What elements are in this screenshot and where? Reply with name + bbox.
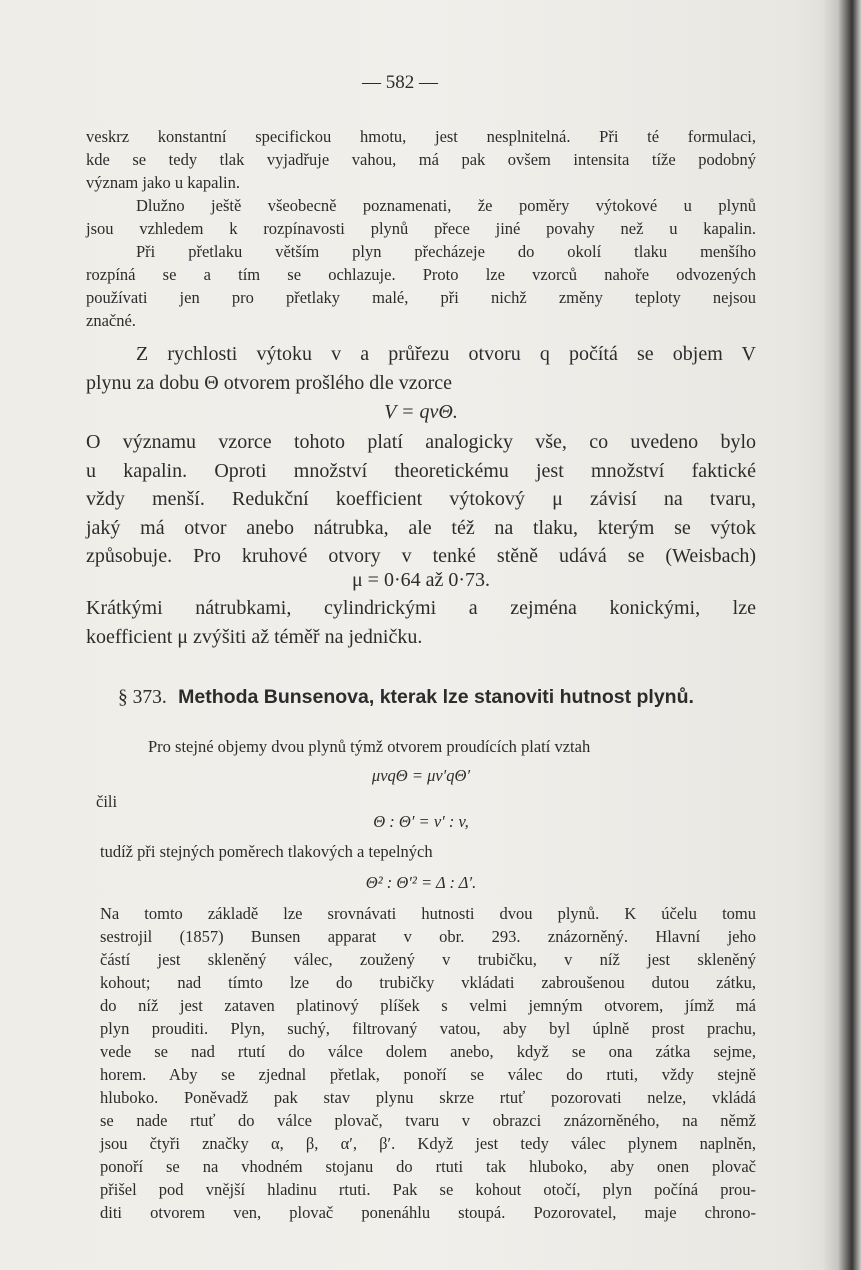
formula-volume: V = qvΘ. bbox=[384, 401, 458, 423]
formula-density-ratio: Θ² : Θ′² = Δ : Δ′. bbox=[365, 873, 477, 892]
text-line: kohout; nad tímto lze do trubičky vkládati zabroušenou dutou zátku, bbox=[100, 973, 756, 992]
text-line: koefficient μ zvýšiti až téměř na jedničku. bbox=[86, 625, 423, 648]
text-line: způsobuje. Pro kruhové otvory v tenké stěně udává se (Weisbach) bbox=[86, 545, 756, 567]
text-line: plynu za dobu Θ otvorem prošlého dle vzorce bbox=[86, 371, 453, 394]
text-line: kde se tedy tlak vyjadřuje vahou, má pak ovšem intensita tíže podobný bbox=[86, 150, 756, 169]
text-line: jsou vzhledem k rozpínavosti plynů přece jiné povahy než u kapalin. bbox=[86, 219, 756, 238]
page-number: — 582 — bbox=[362, 72, 438, 93]
text-line: hluboko. Poněvadž pak stav plynu skrze rtuť pozorovati nelze, vkládá bbox=[100, 1088, 756, 1107]
cili-word: čili bbox=[96, 792, 118, 811]
text-line: vede se nad rtutí do válce dolem anebo, když se ona zátka sejme, bbox=[100, 1042, 756, 1061]
section-number: § 373. bbox=[118, 687, 167, 708]
paragraph-1 bbox=[86, 125, 756, 194]
paragraph-2 bbox=[86, 194, 756, 240]
text-line: rozpíná se a tím se ochlazuje. Proto lze vzorců nahoře odvozených bbox=[86, 265, 756, 284]
formula-coefficient: μ = 0·64 až 0·73. bbox=[351, 569, 491, 591]
text-line: Dlužno ještě všeobecně poznamenati, že poměry výtokové u plynů bbox=[136, 196, 756, 215]
page-binding-shadow bbox=[822, 0, 862, 1270]
text-line: do níž jest zataven platinový plíšek s velmi jemným otvorem, jímž má bbox=[100, 996, 756, 1015]
text-line: sestrojil (1857) Bunsen apparat v obr. 293. znázorněný. Hlavní jeho bbox=[100, 927, 756, 946]
text-line: u kapalin. Oproti množství theoretickému jest množství faktické bbox=[86, 459, 756, 482]
text-line: O významu vzorce tohoto platí analogicky vše, co uvedeno bylo bbox=[86, 431, 756, 453]
text-line: značné. bbox=[86, 311, 136, 330]
text-line: se nade rtuť do válce plovač, tvaru v obrazci znázorněného, na němž bbox=[100, 1111, 756, 1130]
text-line: horem. Aby se zjednal přetlak, ponoří se válec do rtuti, vždy stejně bbox=[100, 1065, 756, 1084]
paragraph-6 bbox=[86, 594, 756, 651]
formula-flow-equality: μvqΘ = μv′qΘ′ bbox=[371, 766, 471, 785]
formula-time-ratio: Θ : Θ′ = v′ : v, bbox=[373, 812, 469, 831]
text-line: plyn prouditi. Plyn, suchý, filtrovaný vatou, aby byl úplně prost prachu, bbox=[100, 1019, 756, 1038]
paragraph-7 bbox=[86, 735, 756, 758]
text-line: částí jest skleněný válec, zoužený v trubičku, v níž jest skleněný bbox=[100, 950, 756, 969]
paragraph-8 bbox=[86, 840, 756, 863]
section-heading bbox=[118, 686, 694, 709]
paragraph-9 bbox=[100, 902, 756, 1224]
text-line: tudíž při stejných poměrech tlakových a tepelných bbox=[100, 842, 433, 861]
text-line: význam jako u kapalin. bbox=[86, 173, 240, 192]
text-line: Na tomto základě lze srovnávati hutnosti dvou plynů. K účelu tomu bbox=[100, 904, 756, 923]
paragraph-4 bbox=[86, 340, 756, 397]
text-line: vždy menší. Redukční koefficient výtokový μ závisí na tvaru, bbox=[86, 488, 756, 510]
text-line: veskrz konstantní specifickou hmotu, jest nesplnitelná. Při té formulaci, bbox=[86, 127, 756, 146]
text-line: používati jen pro přetlaky malé, při nichž změny teploty nejsou bbox=[86, 288, 756, 307]
text-line: diti otvorem ven, plovač ponenáhlu stoupá. Pozorovatel, maje chrono- bbox=[100, 1203, 756, 1222]
paragraph-3 bbox=[86, 240, 756, 332]
paragraph-5 bbox=[86, 428, 756, 571]
text-line: jsou čtyři značky α, β, α′, β′. Když jest tedy válec plynem naplněn, bbox=[100, 1134, 756, 1153]
text-line: přišel pod vnější hladinu rtuti. Pak se kohout otočí, plyn počíná prou- bbox=[100, 1180, 756, 1199]
text-line: Z rychlosti výtoku v a průřezu otvoru q počítá se objem V bbox=[136, 343, 756, 365]
text-line: Krátkými nátrubkami, cylindrickými a zejména konickými, lze bbox=[86, 597, 756, 619]
text-line: Při přetlaku větším plyn přecházeje do okolí tlaku menšího bbox=[136, 242, 756, 261]
section-title: Methoda Bunsenova, kterak lze stanoviti hutnost plynů. bbox=[178, 686, 694, 708]
text-line: Pro stejné objemy dvou plynů týmž otvorem proudících platí vztah bbox=[148, 737, 591, 756]
text-line: ponoří se na vhodném stojanu do rtuti tak hluboko, aby onen plovač bbox=[100, 1157, 756, 1176]
text-line: jaký má otvor anebo nátrubka, ale též na tlaku, kterým se výtok bbox=[86, 516, 756, 539]
